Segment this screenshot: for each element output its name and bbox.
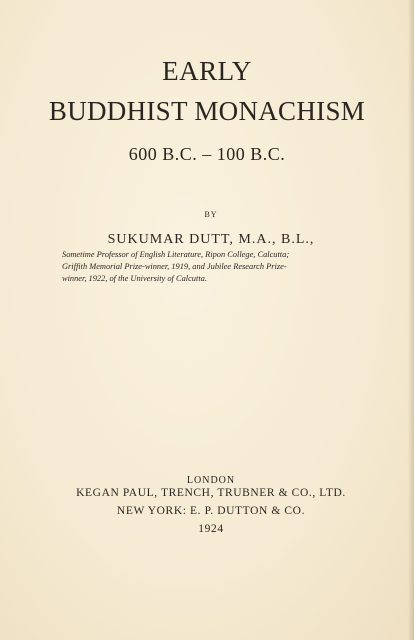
author-description-line: Griffith Memorial Prize-winner, 1919, and Jubilee Research Prize-: [62, 262, 287, 271]
publisher-name: KEGAN PAUL, TRENCH, TRUBNER & CO., LTD.: [76, 487, 346, 499]
title-line-1: EARLY: [162, 56, 252, 86]
copublisher-name: NEW YORK: E. P. DUTTON & CO.: [116, 505, 306, 517]
author-description-line: Sometime Professor of English Literature, Ripon College, Calcutta;: [62, 250, 290, 259]
author-name: SUKUMAR DUTT, M.A., B.L.,: [107, 232, 315, 247]
publisher-city: LONDON: [186, 475, 236, 486]
page-edge-shadow: [408, 0, 414, 640]
publication-year: 1924: [198, 523, 224, 535]
title-line-2: BUDDHIST MONACHISM: [48, 96, 366, 126]
author-description: [62, 249, 362, 285]
date-range: 600 B.C. – 100 B.C.: [128, 144, 286, 164]
by-label: BY: [204, 210, 218, 219]
author-description-line: winner, 1922, of the University of Calcutta.: [62, 274, 207, 283]
